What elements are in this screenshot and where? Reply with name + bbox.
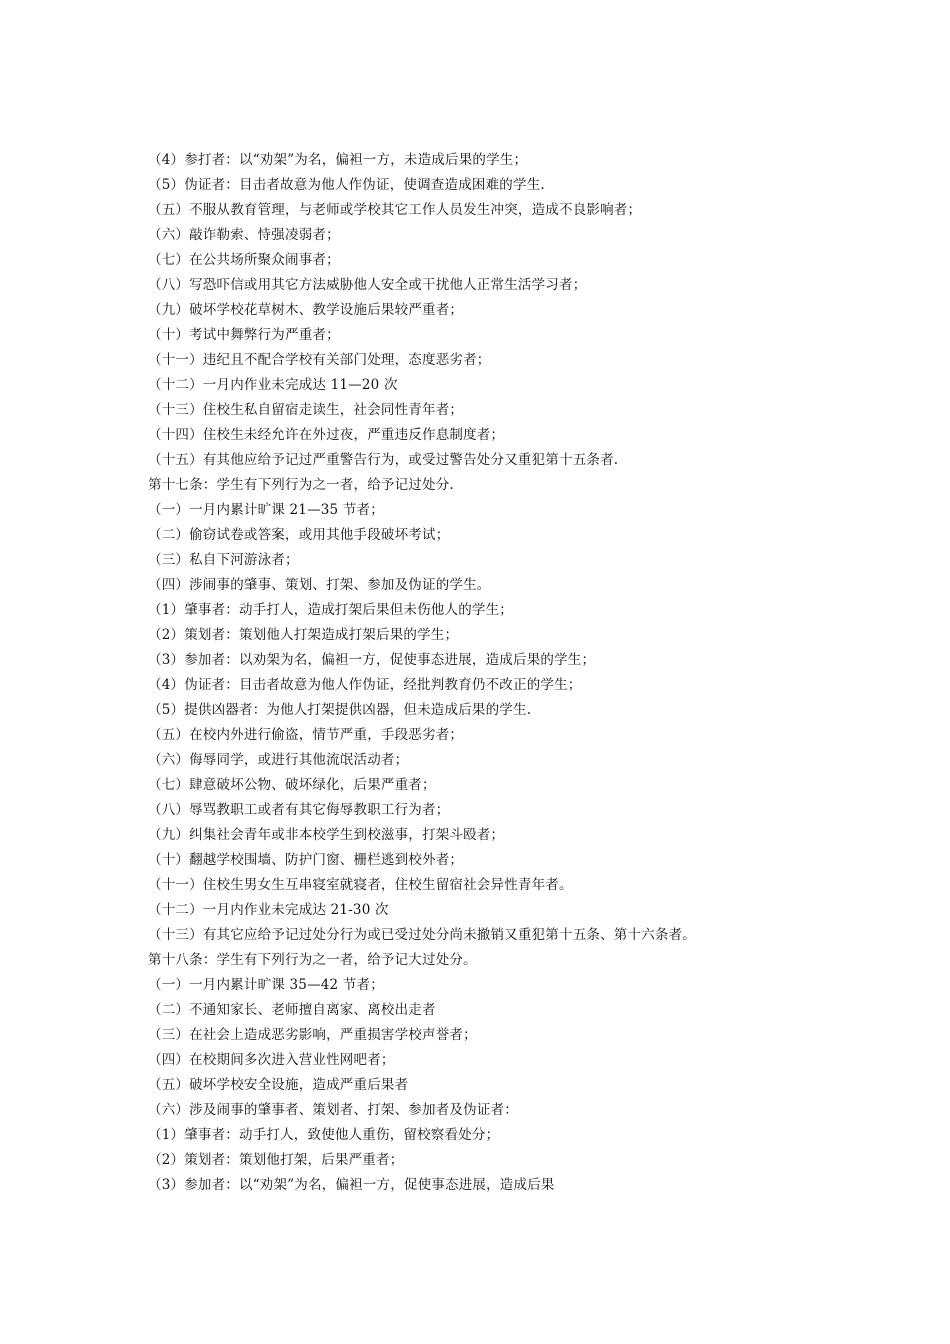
article-heading: 第十七条：学生有下列行为之一者，给予记过处分.	[148, 477, 454, 493]
text-line: （1）肇事者：动手打人，致使他人重伤，留校察看处分；	[148, 1127, 500, 1143]
text-line: （十三）有其它应给予记过处分行为或已受过处分尚未撤销又重犯第十五条、第十六条者。	[148, 927, 696, 943]
text-line: （十五）有其他应给予记过严重警告行为，或受过警告处分又重犯第十五条者.	[148, 452, 619, 468]
text-line: （1）肇事者：动手打人，造成打架后果但未伤他人的学生；	[148, 602, 513, 618]
text-line: （4）参打者：以“劝架”为名，偏袒一方，未造成后果的学生；	[148, 152, 528, 168]
text-line: （2）策划者：策划他人打架造成打架后果的学生；	[148, 627, 459, 643]
text-line: （十一）住校生男女生互串寝室就寝者，住校生留宿社会异性青年者。	[148, 877, 573, 893]
text-line: （十）翻越学校围墙、防护门窗、栅栏逃到校外者；	[148, 852, 464, 868]
document-body	[148, 148, 828, 1198]
text-line: （三）在社会上造成恶劣影响，严重损害学校声誉者；	[148, 1027, 477, 1043]
text-line: （五）破坏学校安全设施，造成严重后果者	[148, 1077, 409, 1093]
text-line: （5）伪证者：目击者故意为他人作伪证，使调查造成困难的学生.	[148, 177, 545, 193]
text-line: （3）参加者：以劝架为名，偏袒一方，促使事态进展，造成后果的学生；	[148, 652, 596, 668]
text-line: （十三）住校生私自留宿走读生，社会同性青年者；	[148, 402, 464, 418]
text-line: （六）敲诈勒索、恃强凌弱者；	[148, 227, 340, 243]
text-line: （十二）一月内作业未完成达 11—20 次	[148, 377, 398, 393]
text-line: （二）不通知家长、老师擅自离家、离校出走者	[148, 1002, 436, 1018]
text-line: （3）参加者：以“劝架”为名，偏袒一方，促使事态进展，造成后果	[148, 1177, 555, 1193]
text-line: （十四）住校生未经允许在外过夜，严重违反作息制度者；	[148, 427, 505, 443]
text-line: （五）不服从教育管理，与老师或学校其它工作人员发生冲突，造成不良影响者；	[148, 202, 642, 218]
text-line: （十）考试中舞弊行为严重者；	[148, 327, 340, 343]
text-line: （七）肆意破坏公物、破坏绿化，后果严重者；	[148, 777, 436, 793]
text-line: （六）侮辱同学，或进行其他流氓活动者；	[148, 752, 409, 768]
text-line: （九）纠集社会青年或非本校学生到校滋事，打架斗殴者；	[148, 827, 505, 843]
text-line: （八）写恐吓信或用其它方法威胁他人安全或干扰他人正常生活学习者；	[148, 277, 587, 293]
text-line: （三）私自下河游泳者；	[148, 552, 299, 568]
text-line: （四）在校期间多次进入营业性网吧者；	[148, 1052, 395, 1068]
text-line: （五）在校内外进行偷盗，情节严重，手段恶劣者；	[148, 727, 464, 743]
text-line: （六）涉及闹事的肇事者、策划者、打架、参加者及伪证者：	[148, 1102, 518, 1118]
text-line: （四）涉闹事的肇事、策划、打架、参加及伪证的学生。	[148, 577, 491, 593]
article-heading: 第十八条：学生有下列行为之一者，给予记大过处分。	[148, 952, 477, 968]
text-line: （十二）一月内作业未完成达 21-30 次	[148, 902, 389, 918]
text-line: （九）破坏学校花草树木、教学设施后果较严重者；	[148, 302, 464, 318]
text-line: （七）在公共场所聚众闹事者；	[148, 252, 340, 268]
text-line: （一）一月内累计旷课 35—42 节者；	[148, 977, 384, 993]
text-line: （一）一月内累计旷课 21—35 节者；	[148, 502, 384, 518]
text-line: （二）偷窃试卷或答案，或用其他手段破坏考试；	[148, 527, 450, 543]
text-line: （2）策划者：策划他打架，后果严重者；	[148, 1152, 404, 1168]
text-line: （八）辱骂教职工或者有其它侮辱教职工行为者；	[148, 802, 450, 818]
text-line: （十一）违纪且不配合学校有关部门处理，态度恶劣者；	[148, 352, 491, 368]
text-line: （5）提供凶器者：为他人打架提供凶器，但未造成后果的学生.	[148, 702, 532, 718]
text-line: （4）伪证者：目击者故意为他人作伪证，经批判教育仍不改正的学生；	[148, 677, 582, 693]
